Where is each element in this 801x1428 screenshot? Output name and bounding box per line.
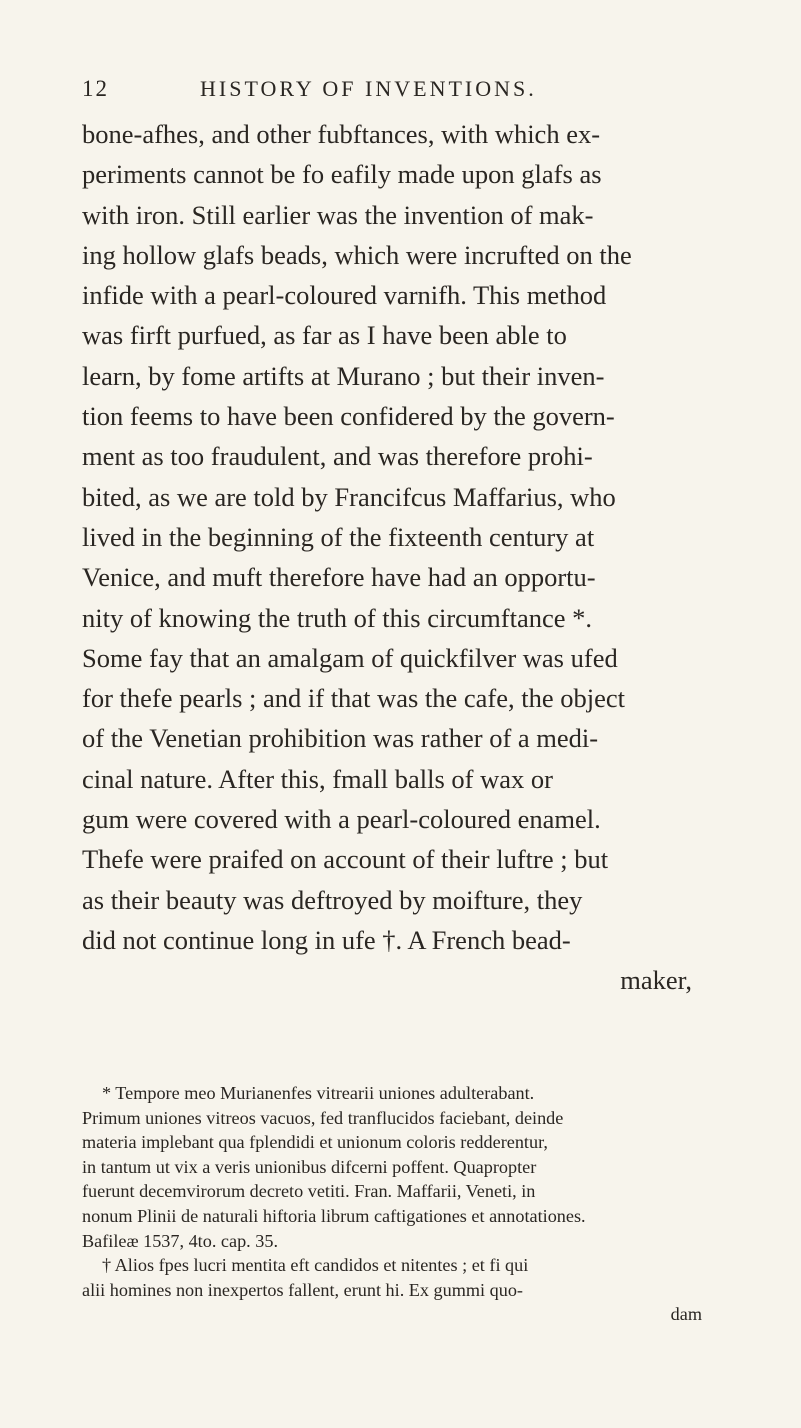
body-line: for thefe pearls ; and if that was the cafe, the object	[82, 683, 626, 714]
body-line: was firft purfued, as far as I have been able to	[82, 320, 567, 351]
body-line: Some fay that an amalgam of quickfilver was ufed	[82, 642, 618, 673]
body-line: bone-afhes, and other fubftances, with which ex-	[82, 119, 601, 149]
body-line: bited, as we are told by Francifcus Maffarius, who	[82, 481, 616, 512]
body-line: Venice, and muft therefore have had an opportu-	[82, 562, 596, 593]
body-line: cinal nature. After this, fmall balls of wax or	[82, 763, 553, 794]
footnote-line: in tantum ut vix a veris unionibus difcerni poffent. Quapropter	[82, 1156, 537, 1177]
body-line: with iron. Still earlier was the invention of mak-	[82, 199, 594, 230]
footnote-line: Bafileæ 1537, 4to. cap. 35.	[82, 1230, 278, 1251]
body-line: did not continue long in ufe †. A French bead-	[82, 924, 571, 955]
footnote-line: materia implebant qua fplendidi et unionum coloris redderentur,	[82, 1132, 548, 1153]
body-line: ing hollow glafs beads, which were incrufted on the	[82, 239, 632, 270]
running-head	[82, 76, 682, 116]
body-line: lived in the beginning of the fixteenth century at	[82, 521, 595, 552]
body-line: of the Venetian prohibition was rather of a medi-	[82, 723, 599, 754]
body-line: as their beauty was deftroyed by moifture, they	[82, 884, 583, 915]
body-line: learn, by fome artifts at Murano ; but their inven-	[82, 360, 605, 391]
page-number: 12	[82, 76, 109, 101]
body-line: tion feems to have been confidered by the govern-	[82, 401, 615, 432]
footnote-line: † Alios fpes lucri mentita eft candidos et nitentes ; et fi qui	[102, 1255, 529, 1276]
footnote-line: fuerunt decemvirorum decreto vetiti. Fran. Maffarii, Veneti, in	[82, 1181, 536, 1202]
catchword-line: maker,	[620, 965, 692, 996]
footnote-line: alii homines non inexpertos fallent, erunt hi. Ex gummi quo-	[82, 1279, 523, 1300]
body-text	[82, 114, 692, 1001]
body-line: Thefe were praifed on account of their luftre ; but	[82, 844, 609, 875]
footnotes	[82, 1081, 702, 1327]
body-line: ment as too fraudulent, and was therefore prohi-	[82, 441, 593, 472]
footnote-catchword: dam	[670, 1304, 702, 1325]
body-line: periments cannot be fo eafily made upon glafs as	[82, 159, 602, 190]
body-line: gum were covered with a pearl-coloured enamel.	[82, 804, 601, 835]
running-title: HISTORY OF INVENTIONS.	[200, 76, 537, 101]
body-line: nity of knowing the truth of this circumftance *.	[82, 602, 593, 633]
footnote-line: Primum uniones vitreos vacuos, fed tranflucidos faciebant, deinde	[82, 1107, 564, 1128]
footnote-line: * Tempore meo Murianenfes vitrearii uniones adulterabant.	[102, 1083, 535, 1103]
footnote-line: nonum Plinii de naturali hiftoria librum caftigationes et annotationes.	[82, 1205, 586, 1226]
body-line: infide with a pearl-coloured varnifh. This method	[82, 280, 607, 311]
